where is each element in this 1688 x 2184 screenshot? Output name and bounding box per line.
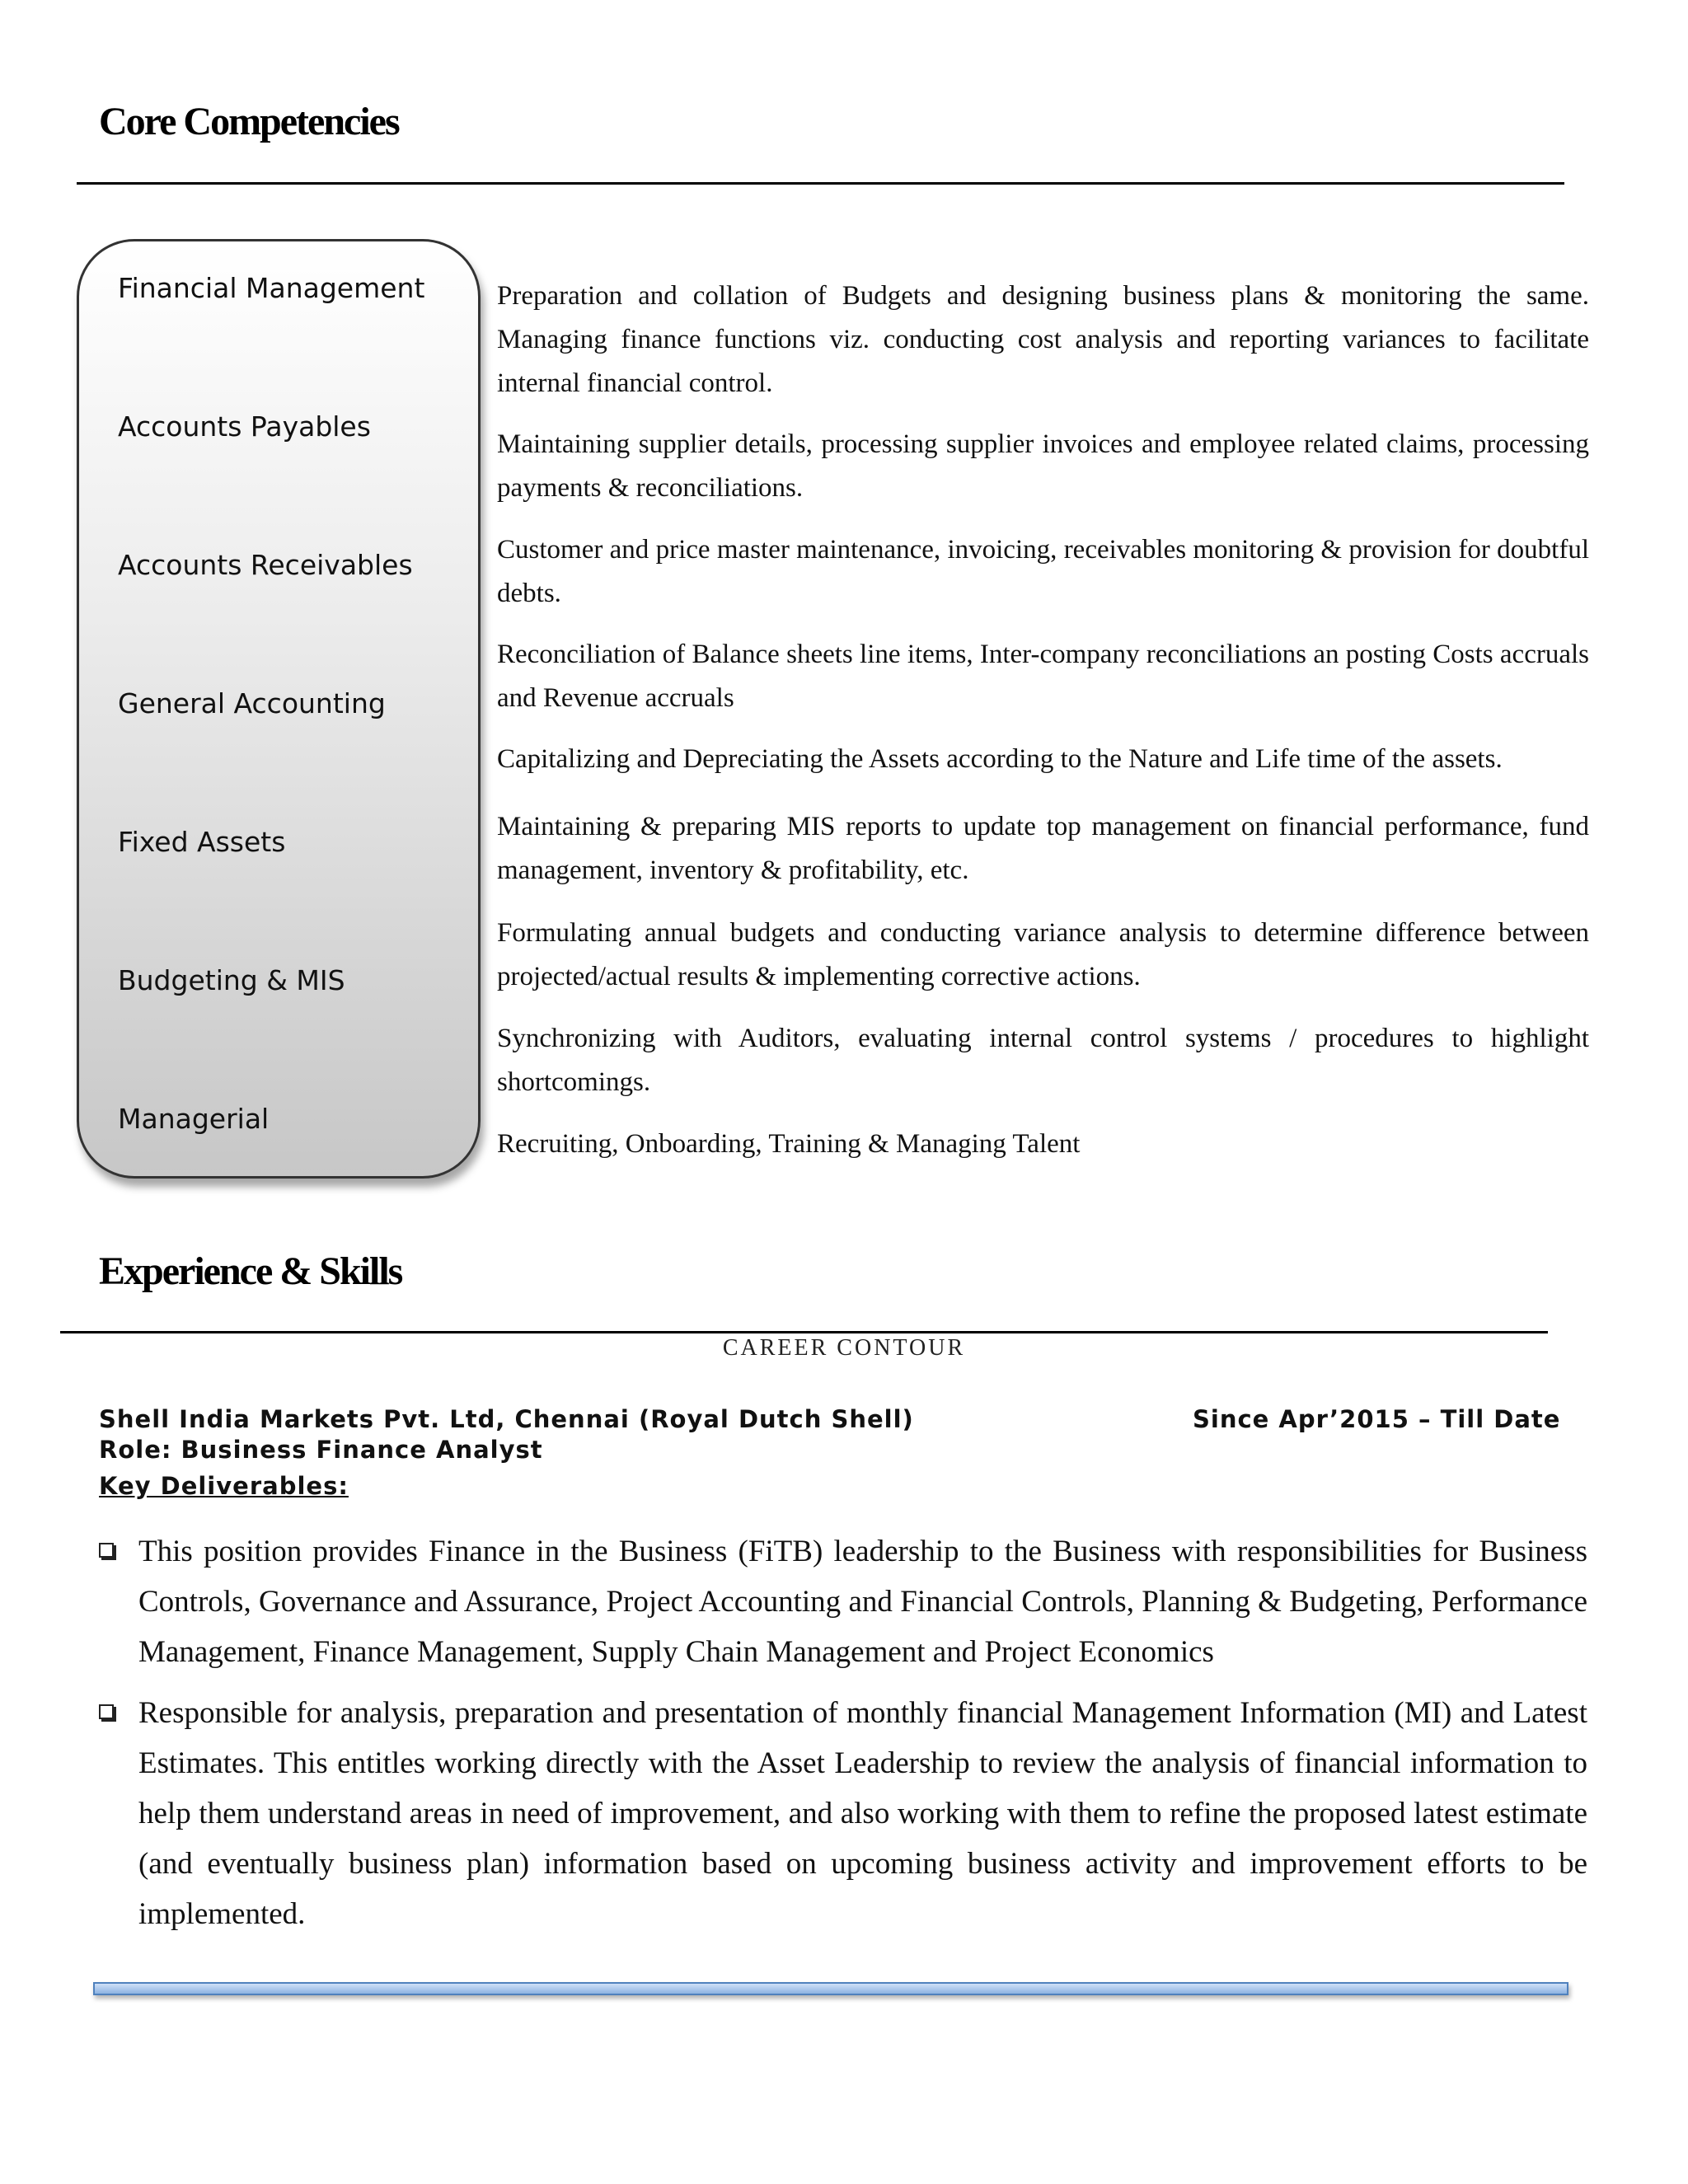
competency-item: Budgeting & MIS: [118, 964, 345, 996]
competency-item: Financial Management: [118, 272, 425, 304]
footer-bar: [93, 1982, 1568, 1995]
competency-description: Formulating annual budgets and conducting variance analysis to determine difference between projected/actual results & implementing corrective actions.: [497, 918, 1589, 991]
career-contour-title: CAREER CONTOUR: [722, 1335, 966, 1361]
experience-heading: Experience & Skills: [99, 1249, 402, 1293]
checkbox-bullet-icon: [99, 1704, 114, 1719]
competency-description: Preparation and collation of Budgets and designing business plans & monitoring the same. Managing finance functions viz. conducting cost analysis and reporting variances to facilitate internal financial control.: [497, 281, 1589, 398]
competency-item: Managerial: [118, 1103, 270, 1135]
checkbox-bullet-icon: [99, 1543, 114, 1558]
deliverable-text: This position provides Finance in the Business (FiTB) leadership to the Business with responsibilities for Business Controls, Governance and Assurance, Project Accounting and Financial Controls, Planning & Budgeting, Performance Management, Finance Management, Supply Chain Management and Project Economics: [138, 1535, 1587, 1669]
competency-item: Fixed Assets: [118, 826, 286, 858]
competency-description: Capitalizing and Depreciating the Assets according to the Nature and Life time of the assets.: [497, 744, 1503, 774]
key-deliverables-label: Key Deliverables:: [99, 1472, 349, 1500]
competency-description: Recruiting, Onboarding, Training & Managing Talent: [497, 1129, 1081, 1159]
competency-description: Maintaining supplier details, processing supplier invoices and employee related claims, processing payments & reconciliations.: [497, 429, 1589, 503]
section-divider: [60, 1331, 1548, 1333]
employment-period: Since Apr’2015 – Till Date: [1193, 1405, 1561, 1433]
company-name: Shell India Markets Pvt. Ltd, Chennai (Royal Dutch Shell): [99, 1405, 914, 1433]
competency-item: General Accounting: [118, 687, 386, 719]
competency-description: Synchronizing with Auditors, evaluating internal control systems / procedures to highlight shortcomings.: [497, 1024, 1589, 1097]
deliverable-text: Responsible for analysis, preparation and presentation of monthly financial Management Information (MI) and Latest Estimates. This entitles working directly with the Asset Leadership to review the analysis of financial information to help them understand areas in need of improvement, and also working with them to refine the proposed latest estimate (and eventually business plan) information based on upcoming business activity and improvement efforts to be implemented.: [138, 1696, 1587, 1931]
core-competencies-heading: Core Competencies: [99, 100, 399, 143]
competency-item: Accounts Receivables: [118, 549, 413, 581]
section-divider: [77, 182, 1564, 185]
competency-description: Reconciliation of Balance sheets line items, Inter-company reconciliations an posting Costs accruals and Revenue accruals: [497, 640, 1589, 713]
competency-description: Customer and price master maintenance, invoicing, receivables monitoring & provision for doubtful debts.: [497, 535, 1589, 608]
competency-description: Maintaining & preparing MIS reports to update top management on financial performance, fund management, inventory & profitability, etc.: [497, 812, 1589, 885]
job-role: Role: Business Finance Analyst: [99, 1436, 543, 1464]
competency-item: Accounts Payables: [118, 410, 371, 443]
